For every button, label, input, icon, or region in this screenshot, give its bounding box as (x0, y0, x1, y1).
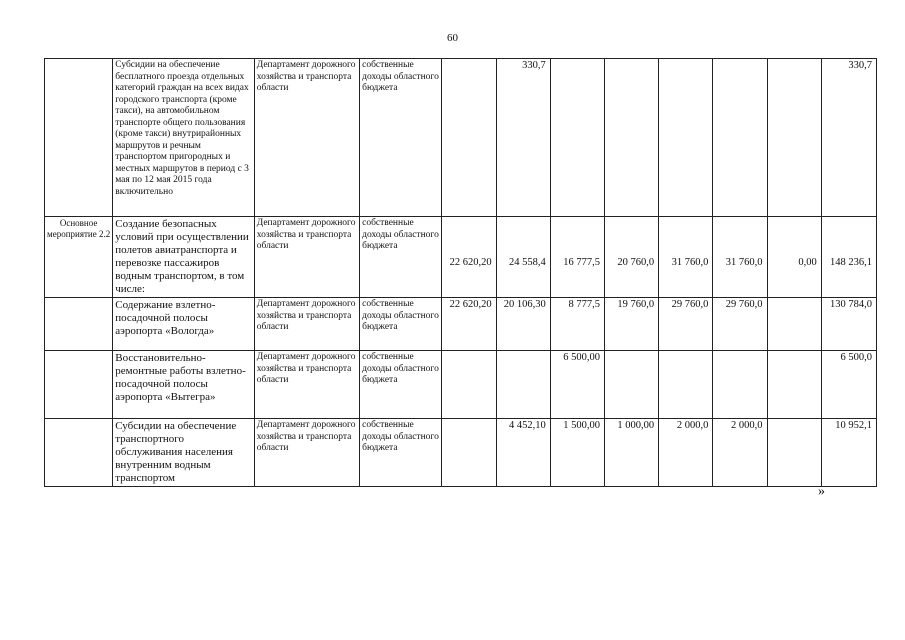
amount-cell: 20 106,30 (496, 298, 550, 351)
amount-cell: 10 952,1 (821, 419, 876, 487)
executor-cell: Департамент дорожного хозяйства и транспорта области (254, 419, 359, 487)
amount-cell: 1 500,00 (550, 419, 604, 487)
executor-cell: Департамент дорожного хозяйства и транспорта области (254, 351, 359, 419)
amount-cell (442, 419, 496, 487)
amount-cell: 6 500,0 (821, 351, 876, 419)
activity-cell (45, 298, 113, 351)
budget-table (44, 58, 877, 487)
amount-cell: 20 760,0 (604, 217, 658, 298)
amount-cell (442, 59, 496, 217)
amount-cell (713, 351, 767, 419)
amount-cell: 6 500,00 (550, 351, 604, 419)
amount-cell: 31 760,0 (659, 217, 713, 298)
amount-cell: 148 236,1 (821, 217, 876, 298)
amount-cell (713, 59, 767, 217)
amount-cell: 22 620,20 (442, 298, 496, 351)
measure-name-cell: Восстановительно-ремонтные работы взлетно-посадочной полосы аэропорта «Вытегра» (113, 351, 255, 419)
amount-cell: 4 452,10 (496, 419, 550, 487)
activity-cell (45, 59, 113, 217)
page-number: 60 (447, 32, 458, 44)
amount-cell (604, 351, 658, 419)
amount-cell: 22 620,20 (442, 217, 496, 298)
funding-source-cell: собственные доходы областного бюджета (360, 351, 442, 419)
amount-cell (767, 419, 821, 487)
measure-name-cell: Субсидии на обеспечение транспортного обслуживания населения внутренним водным транспортом (113, 419, 255, 487)
table-row (45, 298, 877, 351)
activity-cell (45, 419, 113, 487)
amount-cell: 29 760,0 (659, 298, 713, 351)
measure-name-cell: Содержание взлетно-посадочной полосы аэропорта «Вологда» (113, 298, 255, 351)
amount-cell: 330,7 (496, 59, 550, 217)
funding-source-cell: собственные доходы областного бюджета (360, 59, 442, 217)
table-row (45, 217, 877, 298)
table-row (45, 59, 877, 217)
amount-cell: 24 558,4 (496, 217, 550, 298)
table-row (45, 351, 877, 419)
amount-cell (442, 351, 496, 419)
amount-cell: 330,7 (821, 59, 876, 217)
funding-source-cell: собственные доходы областного бюджета (360, 298, 442, 351)
amount-cell: 2 000,0 (713, 419, 767, 487)
funding-source-cell: собственные доходы областного бюджета (360, 419, 442, 487)
executor-cell: Департамент дорожного хозяйства и транспорта области (254, 217, 359, 298)
amount-cell (604, 59, 658, 217)
measure-name-cell: Создание безопасных условий при осуществлении полетов авиатранспорта и перевозке пассажиров водным транспортом, в том числе: (113, 217, 255, 298)
amount-cell: 19 760,0 (604, 298, 658, 351)
amount-cell: 0,00 (767, 217, 821, 298)
activity-cell: Основное мероприятие 2.2 (45, 217, 113, 298)
amount-cell: 8 777,5 (550, 298, 604, 351)
amount-cell: 1 000,00 (604, 419, 658, 487)
amount-cell (767, 351, 821, 419)
amount-cell (550, 59, 604, 217)
executor-cell: Департамент дорожного хозяйства и транспорта области (254, 59, 359, 217)
amount-cell (767, 298, 821, 351)
activity-cell (45, 351, 113, 419)
closing-quote: » (818, 484, 825, 499)
amount-cell: 16 777,5 (550, 217, 604, 298)
executor-cell: Департамент дорожного хозяйства и транспорта области (254, 298, 359, 351)
table-row (45, 419, 877, 487)
amount-cell (767, 59, 821, 217)
amount-cell (659, 59, 713, 217)
amount-cell: 2 000,0 (659, 419, 713, 487)
amount-cell (659, 351, 713, 419)
amount-cell: 130 784,0 (821, 298, 876, 351)
measure-name-cell: Субсидии на обеспечение бесплатного проезда отдельных категорий граждан на всех видах городского транспорта (кроме такси), на автомобильном транспорте общего пользования (кроме такси) внутрирайонных маршрутов и речным транспортом пригородных и местных маршрутов в период с 3 мая по 12 мая 2015 года включительно (113, 59, 255, 217)
funding-source-cell: собственные доходы областного бюджета (360, 217, 442, 298)
amount-cell (496, 351, 550, 419)
amount-cell: 31 760,0 (713, 217, 767, 298)
amount-cell: 29 760,0 (713, 298, 767, 351)
